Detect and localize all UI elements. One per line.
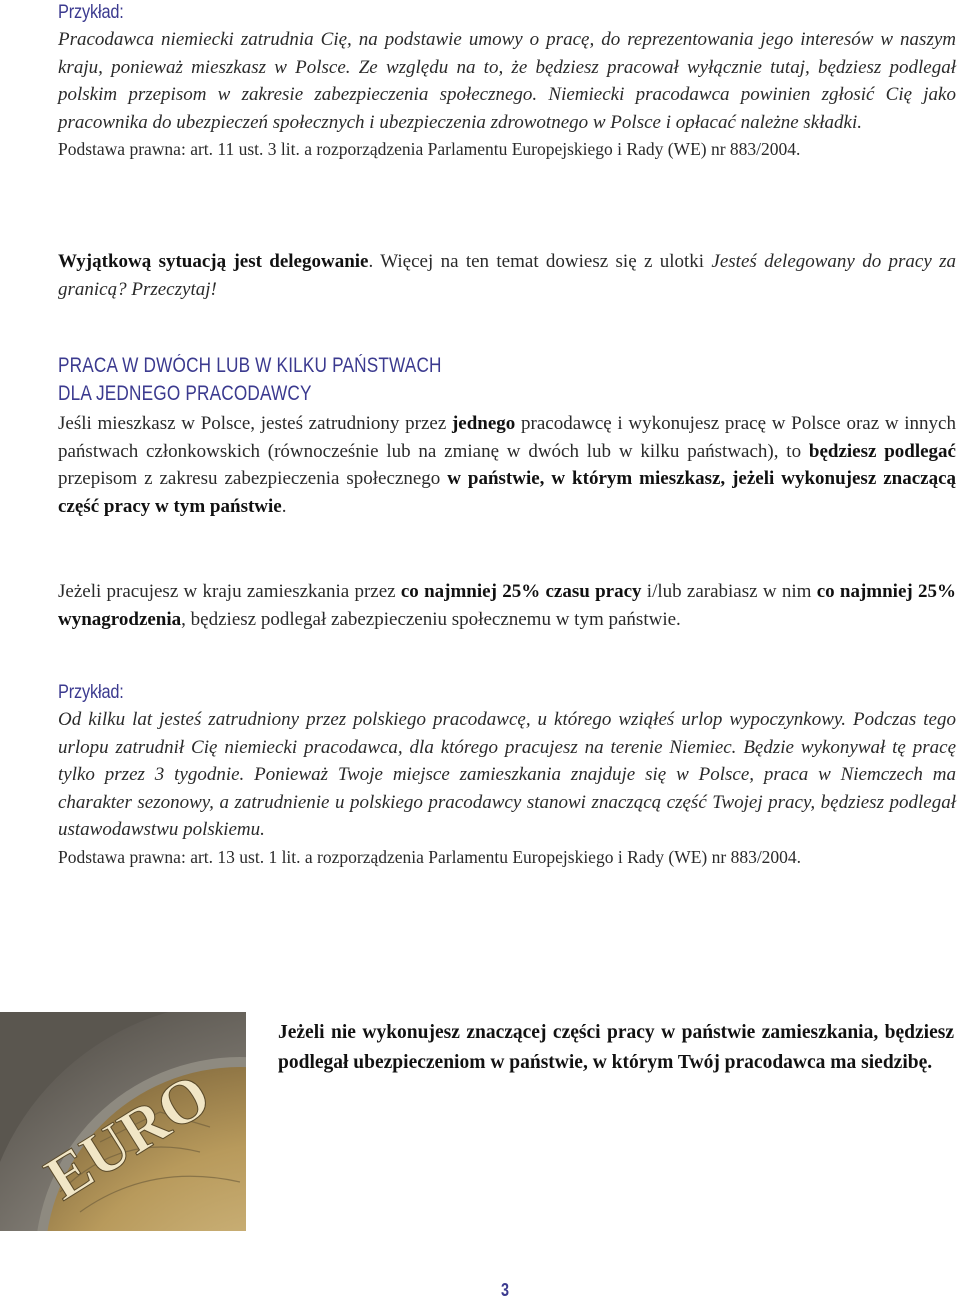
p1-bold-f: w państwie, w którym mieszkasz, jeżeli wykonujesz znaczącą część pracy w tym państwie xyxy=(58,468,957,517)
section-paragraph-1 xyxy=(58,410,956,520)
example-text: Pracodawca niemiecki zatrudnia Cię, na podstawie umowy o pracę, do reprezentowania jego interesów w naszym kraju, ponieważ mieszkasz w Polsce. Ze względu na to, że będziesz pracował wyłącznie tutaj, będziesz podlegał polskim przepisom w zakresie zabezpieczenia społecznego. Niemiecki pracodawca powinien zgłosić Cię jako pracownika do ubezpieczeń społecznych i ubezpieczenia zdrowotnego w Polsce i opłacać należne składki. xyxy=(58,29,956,133)
legal-basis-2: Podstawa prawna: art. 13 ust. 1 lit. a rozporządzenia Parlamentu Europejskiego i Rady (WE) nr 883/2004. xyxy=(58,846,802,867)
section-heading-line1: PRACA W DWÓCH LUB W KILKU PAŃSTWACH xyxy=(58,354,442,377)
legal-basis: Podstawa prawna: art. 11 ust. 3 lit. a rozporządzenia Parlamentu Europejskiego i Rady (WE) nr 883/2004. xyxy=(58,139,801,159)
example-block-2 xyxy=(58,682,956,871)
page-number: 3 xyxy=(501,1280,510,1300)
delegation-note xyxy=(58,248,956,303)
delegation-bold: Wyjątkową sytuacją jest delegowanie xyxy=(58,251,369,272)
p2-text-e: , będziesz podlegał zabezpieczeniu społecznemu w tym państwie. xyxy=(181,608,681,630)
delegation-paragraph xyxy=(58,248,956,303)
example-block-1 xyxy=(58,2,956,164)
p1-bold-b: jednego xyxy=(451,413,516,434)
p2-text-a: Jeżeli pracujesz w kraju zamieszkania przez xyxy=(58,581,401,602)
delegation-text: . Więcej na ten temat dowiesz się z ulotki xyxy=(368,251,712,272)
p1-text-a: Jeśli mieszkasz w Polsce, jesteś zatrudniony przez xyxy=(58,413,452,434)
coin-lettering: EURO xyxy=(34,1060,223,1214)
p1-text-c: pracodawcę i wykonujesz pracę w Polsce oraz w innych państwach członkowskich (równocześnie lub na zmianę w dwóch lub w kilku państwach), to xyxy=(58,413,956,462)
section-paragraph-2-block xyxy=(58,578,956,633)
example-text-2: Od kilku lat jesteś zatrudniony przez polskiego pracodawcę, u którego wziąłeś urlop wypoczynkowy. Podczas tego urlopu zatrudnił Cię niemiecki pracodawca, dla którego pracujesz na terenie Niemiec. Będzie wykonywał tę pracę tylko przez 3 tygodnie. Ponieważ Twoje miejsce zamieszkania znajduje się w Polsce, praca w Niemczech ma charakter sezonowy, a zatrudnienie u polskiego pracodawcy stanowi znaczącą część Twojej pracy, będziesz podlegał ustawodawstwu polskiemu. xyxy=(58,709,956,840)
section-paragraph-2 xyxy=(58,578,956,633)
p2-bold-d: co najmniej 25% wynagrodzenia xyxy=(58,581,957,630)
p2-bold-b: co najmniej 25% czasu pracy xyxy=(400,581,642,602)
section-two-states xyxy=(58,352,956,520)
p1-bold-d: będziesz podlegać xyxy=(808,440,956,462)
euro-coin-image xyxy=(0,1012,246,1231)
example-label: Przykład: xyxy=(58,2,124,23)
delegation-leaflet-title: Jesteś delegowany do pracy za granicą? Przeczytaj! xyxy=(58,251,957,300)
p1-text-g: . xyxy=(281,495,287,517)
p2-text-c: i/lub zarabiasz w nim xyxy=(641,581,817,602)
callout-text: Jeżeli nie wykonujesz znaczącej części pracy w państwie zamieszkania, będziesz podlegał ubezpieczeniom w państwie, w którym Twój pracodawca ma siedzibę. xyxy=(278,1022,954,1073)
p1-text-e: przepisom z zakresu zabezpieczenia społecznego xyxy=(58,468,448,489)
section-heading-line2: DLA JEDNEGO PRACODAWCY xyxy=(58,382,312,405)
example-label-2: Przykład: xyxy=(58,682,124,703)
